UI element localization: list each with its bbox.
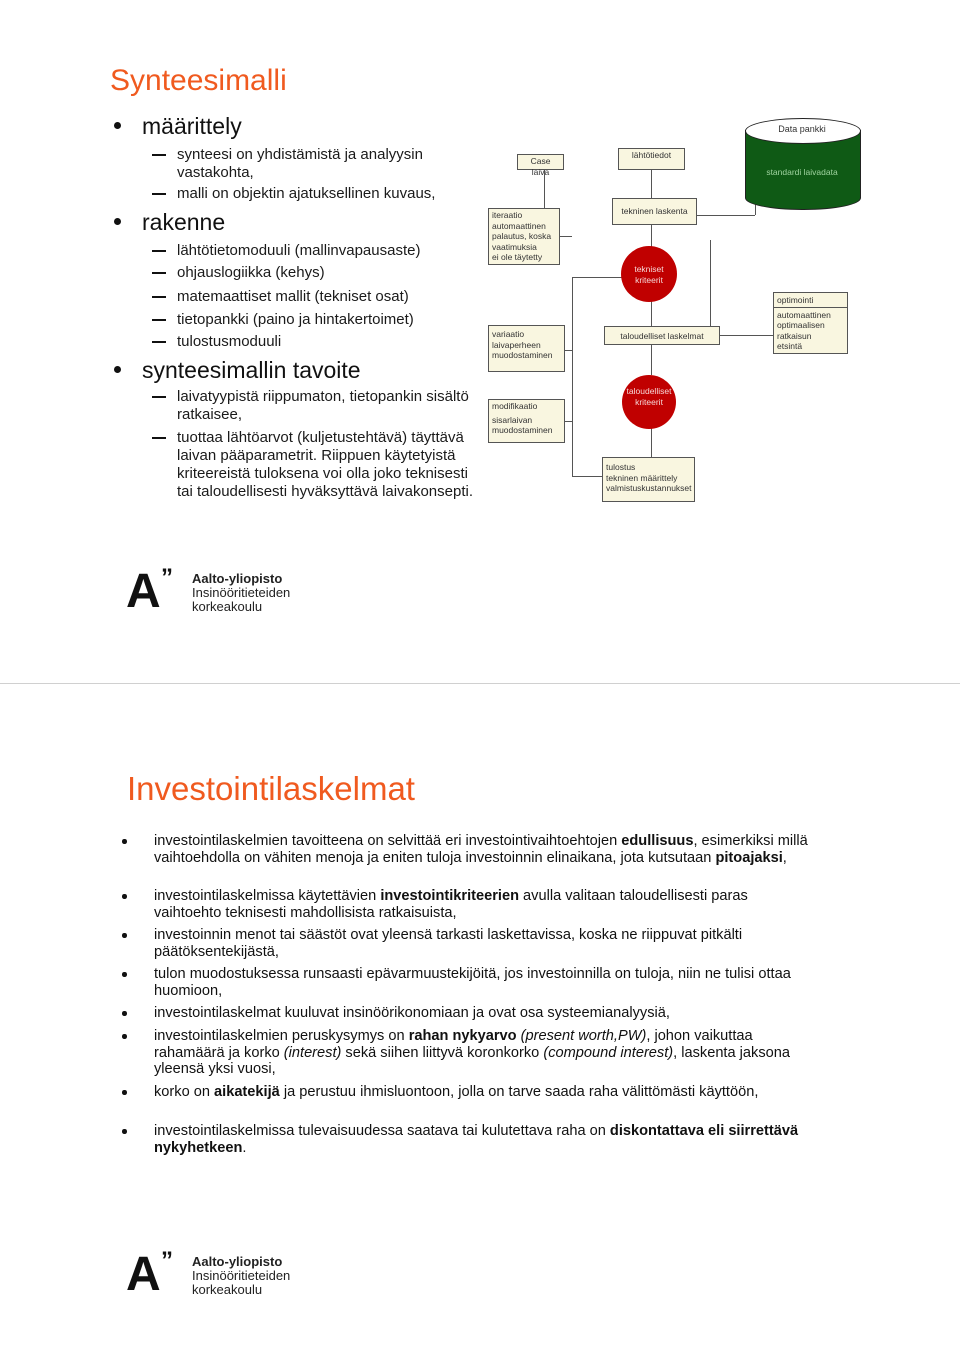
node-taloudelliset-laskelmat: taloudelliset laskelmat	[604, 326, 720, 345]
node-case-laiva: Case laiva	[517, 154, 564, 170]
bullet-dot	[114, 366, 121, 373]
node-lahtotiedot: lähtötiedot	[618, 148, 685, 170]
bullet-dot	[114, 218, 121, 225]
aalto-a-mark: A	[126, 1248, 161, 1301]
bullet-text-run: , johon vaikuttaa rahamäärä ja korko	[154, 1028, 753, 1061]
bullet-text-run: .	[242, 1139, 247, 1156]
aalto-a-mark: A	[126, 565, 161, 618]
bullet-text-run: (present worth,PW)	[516, 1028, 647, 1044]
bullet-text-run: investoinnin menot tai säästöt ovat yleensä tarkasti laskettavissa, koska ne riippuvat pitkälti päätöksentekijästä,	[154, 927, 743, 960]
slide-title: Investointilaskelmat	[127, 770, 415, 807]
bullet-text-run: sekä siihen liittyvä koronkorko	[341, 1044, 544, 1061]
bullet-text-run: korko on	[154, 1084, 215, 1100]
bullet-item	[122, 1005, 822, 1022]
slide-synteesimalli: Synteesimalli määrittely synteesi on yhdistämistä ja analyysin vastakohta, malli on objektin ajatuksellinen kuvaus, rakenne lähtötietomoduuli (mallinvapausaste) ohjauslogiikka (kehys) matemaattiset mallit (tekniset osat) tietopankki (paino ja hintakertoimet) tulostusmoduuli synteesimallin tavoite laivatyypistä riippumaton, tietopankin sisältö ratkaisee, tuottaa lähtöarvot (kuljetustehtävä) täyttävä laivan pääparametrit. Riippuen käytetyistä kriteereistä tuloksena voi olla joko teknisesti tai taloudellisesti hyväksyttävä laivakonsepti. Case laiva lähtötiedot Data pankki standardi laivadata iteraatio automaattinen palautus, koska vaatimuksia ei ole täytetty tekninen laskenta tekniset kriteerit optimointi automaattinen optimaalisen ratkaisun etsintä variaatio laivaperheen muodostaminen taloudelliset laskelmat taloudelliset kriteerit modifikaatio sisarlaivan muodostaminen tulostus tekninen määrittely valmistuskustannukset A ” Aalto-yliopisto Insinööritieteiden korkeakoulu	[0, 0, 960, 683]
node-optimointi: optimointi automaattinen optimaalisen ratkaisun etsintä	[773, 292, 848, 354]
aalto-logo-text: Aalto-yliopisto Insinööritieteiden korkeakoulu	[192, 1254, 291, 1297]
bullet-text-run: (compound interest)	[543, 1044, 674, 1061]
node-variaatio: variaatio laivaperheen muodostaminen	[488, 325, 565, 372]
bullet-text-run: rahan nykyarvo	[408, 1028, 517, 1044]
slide-title: Synteesimalli	[110, 64, 287, 97]
bullet-text-run: , esimerkiksi millä vaihtoehdolla on vähiten menoja ja eniten tuloja investoinnin elinaikana, jota kutsutaan	[154, 833, 808, 866]
node-taloudelliset-kriteerit: taloudelliset kriteerit	[622, 375, 676, 429]
bullet-text-run: investointilaskelmien peruskysymys on	[154, 1028, 409, 1044]
bullet-item	[122, 1028, 822, 1080]
bullet-item	[122, 833, 822, 885]
node-tulostus: tulostus tekninen määrittely valmistuskustannukset	[602, 457, 695, 502]
bullet-text-run: investointilaskelmissa tulevaisuudessa saatava tai kulutettava raha on	[154, 1123, 610, 1139]
bullet-item	[122, 1084, 822, 1118]
bullet-item	[122, 927, 822, 961]
bullet-item	[122, 888, 822, 922]
bullet-text-run: aikatekijä	[214, 1084, 280, 1100]
node-tekninen-laskenta: tekninen laskenta	[612, 198, 697, 225]
bullet-text-run: avulla valitaan taloudellisesti paras vaihtoehto teknisesti mahdollisista ratkaisuista,	[154, 888, 748, 921]
bullet-text-run: investointilaskelmissa käytettävien	[154, 888, 381, 904]
bullet-text-run: tulon muodostuksessa runsaasti epävarmuustekijöitä, jos investoinnilla on tuloja, niin ne tulisi ottaa huomioon,	[154, 966, 791, 999]
bullet-dot	[114, 122, 121, 129]
bullet-text-run: investointikriteerien	[380, 888, 519, 904]
standardi-label: standardi laivadata	[766, 167, 838, 177]
bullet-text-run: ,	[782, 849, 787, 866]
bullet-text-run: (interest)	[283, 1044, 342, 1061]
bullet-text-run: pitoajaksi	[715, 849, 783, 866]
slide-investointilaskelmat	[0, 683, 960, 1367]
bullet-item	[122, 966, 822, 1000]
aalto-quote-mark: ”	[161, 1247, 173, 1274]
node-tekniset-kriteerit: tekniset kriteerit	[621, 246, 677, 302]
aalto-logo-text: Aalto-yliopisto Insinööritieteiden korkeakoulu	[192, 571, 291, 614]
bullet-text-run: investointilaskelmien tavoitteena on selvittää eri investointivaihtoehtojen	[154, 833, 622, 849]
bullet-item	[122, 1123, 822, 1157]
bullet-text-run: diskontattava eli siirrettävä nykyhetkeen	[154, 1123, 799, 1156]
node-modifikaatio: modifikaatio sisarlaivan muodostaminen	[488, 399, 565, 443]
data-pankki-label: Data pankki	[778, 124, 826, 134]
bullet-text-run: investointilaskelmat kuuluvat insinöörikonomiaan ja ovat osa systeemianalyysiä,	[154, 1005, 670, 1021]
bullet-text-run: , laskenta jaksona yleensä yksi vuosi,	[154, 1044, 790, 1077]
node-iteraatio: iteraatio automaattinen palautus, koska vaatimuksia ei ole täytetty	[488, 208, 560, 265]
bullet-text-run: ja perustuu ihmisluontoon, jolla on tarve saada raha välittömästi käyttöön,	[279, 1084, 759, 1100]
aalto-quote-mark: ”	[161, 564, 173, 591]
bullet-text-run: edullisuus	[621, 833, 694, 849]
